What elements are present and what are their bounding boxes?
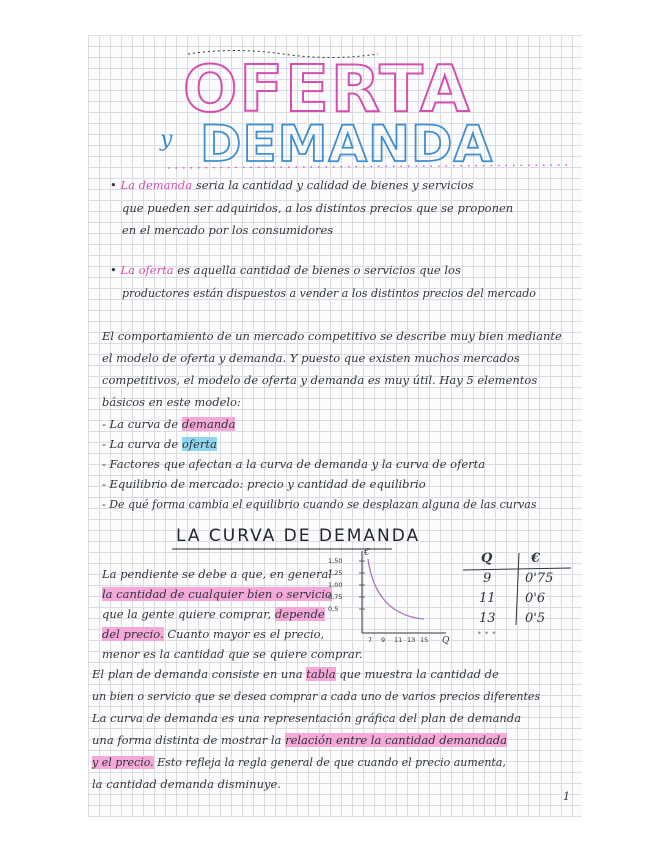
- definition-line: seria la cantidad y calidad de bienes y servicios: [195, 178, 474, 192]
- title-oferta: OFERTA: [183, 53, 472, 127]
- x-axis-label: Q: [442, 636, 450, 645]
- title-decoration-bottom: [168, 163, 568, 173]
- table-header-q: Q: [481, 551, 493, 566]
- x-tick-label: 7: [368, 636, 373, 644]
- title-demanda: DEMANDA: [200, 115, 494, 173]
- list-item: - La curva de oferta: [102, 437, 217, 451]
- highlight-oferta: oferta: [181, 437, 217, 451]
- paragraph-line: el modelo de oferta y demanda. Y puesto que existen muchos mercados: [102, 351, 520, 365]
- term-oferta: La oferta: [120, 263, 174, 277]
- list-item: - La curva de demanda: [102, 417, 236, 431]
- list-item: - De qué forma cambia el equilibrio cuando se desplazan alguna de las curvas: [102, 498, 537, 511]
- slope-line: la cantidad de cualquier bien o servicio: [102, 587, 332, 601]
- y-axis-label: €: [364, 548, 370, 558]
- definition-line: que pueden ser adquiridos, a los distintos precios que se proponen: [122, 201, 514, 215]
- term-demanda: La demanda: [120, 178, 193, 192]
- table-cell: 13: [479, 611, 496, 626]
- plan-line: la cantidad demanda disminuye.: [92, 777, 281, 791]
- plan-line: El plan de demanda consiste en una tabla que muestra la cantidad de: [92, 667, 499, 681]
- demand-curve: [368, 559, 424, 619]
- slope-line: del precio. Cuanto mayor es el precio,: [102, 627, 325, 641]
- bullet: •: [110, 178, 117, 192]
- page-number: 1: [563, 790, 570, 803]
- slope-line: La pendiente se debe a que, en general: [102, 567, 333, 581]
- definition-line: productores están dispuestos a vender a los distintos precios del mercado: [122, 287, 536, 300]
- plan-line: y el precio. Esto refleja la regla general de que cuando el precio aumenta,: [92, 756, 506, 769]
- definition-line: en el mercado por los consumidores: [122, 223, 334, 237]
- y-tick-label: 1,25: [328, 569, 343, 577]
- table-cell: 9: [483, 571, 492, 586]
- bullet: •: [110, 263, 117, 277]
- table-cell: 0'75: [525, 571, 554, 586]
- y-tick-label: 0,75: [328, 593, 343, 601]
- demand-curve-chart: [324, 545, 454, 645]
- slope-line: que la gente quiere comprar, depende: [102, 607, 325, 621]
- table-header-euro: €: [531, 551, 541, 566]
- section-title: LA CURVA DE DEMANDA: [176, 526, 421, 546]
- paragraph-line: competitivos, el modelo de oferta y demanda es muy útil. Hay 5 elementos: [102, 373, 538, 387]
- table-continuation: • • •: [477, 629, 497, 638]
- table-cell: 0'6: [525, 591, 546, 606]
- plan-line: un bien o servicio que se desea comprar a cada uno de varios precios diferentes: [92, 690, 541, 703]
- y-tick-label: 1,00: [328, 581, 343, 589]
- highlight-demanda: demanda: [181, 417, 236, 431]
- x-tick-label: 11: [394, 636, 403, 644]
- y-tick-label: 0,5: [328, 605, 339, 613]
- table-cell: 11: [479, 591, 496, 606]
- plan-line: una forma distinta de mostrar la relación entre la cantidad demandada: [92, 733, 508, 747]
- list-item: - Factores que afectan a la curva de demanda y la curva de oferta: [102, 457, 486, 471]
- x-tick-label: 15: [420, 636, 429, 644]
- x-tick-label: 9: [381, 636, 386, 644]
- y-tick-label: 1,50: [328, 557, 343, 565]
- notebook-page: [88, 35, 582, 817]
- slope-line: menor es la cantidad que se quiere comprar.: [102, 647, 363, 661]
- definition-line: es aquella cantidad de bienes o servicios que los: [177, 263, 461, 277]
- x-tick-label: 13: [407, 636, 416, 644]
- plan-line: La curva de demanda es una representación gráfica del plan de demanda: [92, 711, 522, 725]
- paragraph-line: básicos en este modelo:: [102, 395, 241, 409]
- table-cell: 0'5: [525, 611, 546, 626]
- title-connector: y: [160, 127, 173, 152]
- paragraph-line: El comportamiento de un mercado competitivo se describe muy bien mediante: [102, 329, 562, 343]
- list-item: - Equilibrio de mercado: precio y cantidad de equilibrio: [102, 477, 426, 491]
